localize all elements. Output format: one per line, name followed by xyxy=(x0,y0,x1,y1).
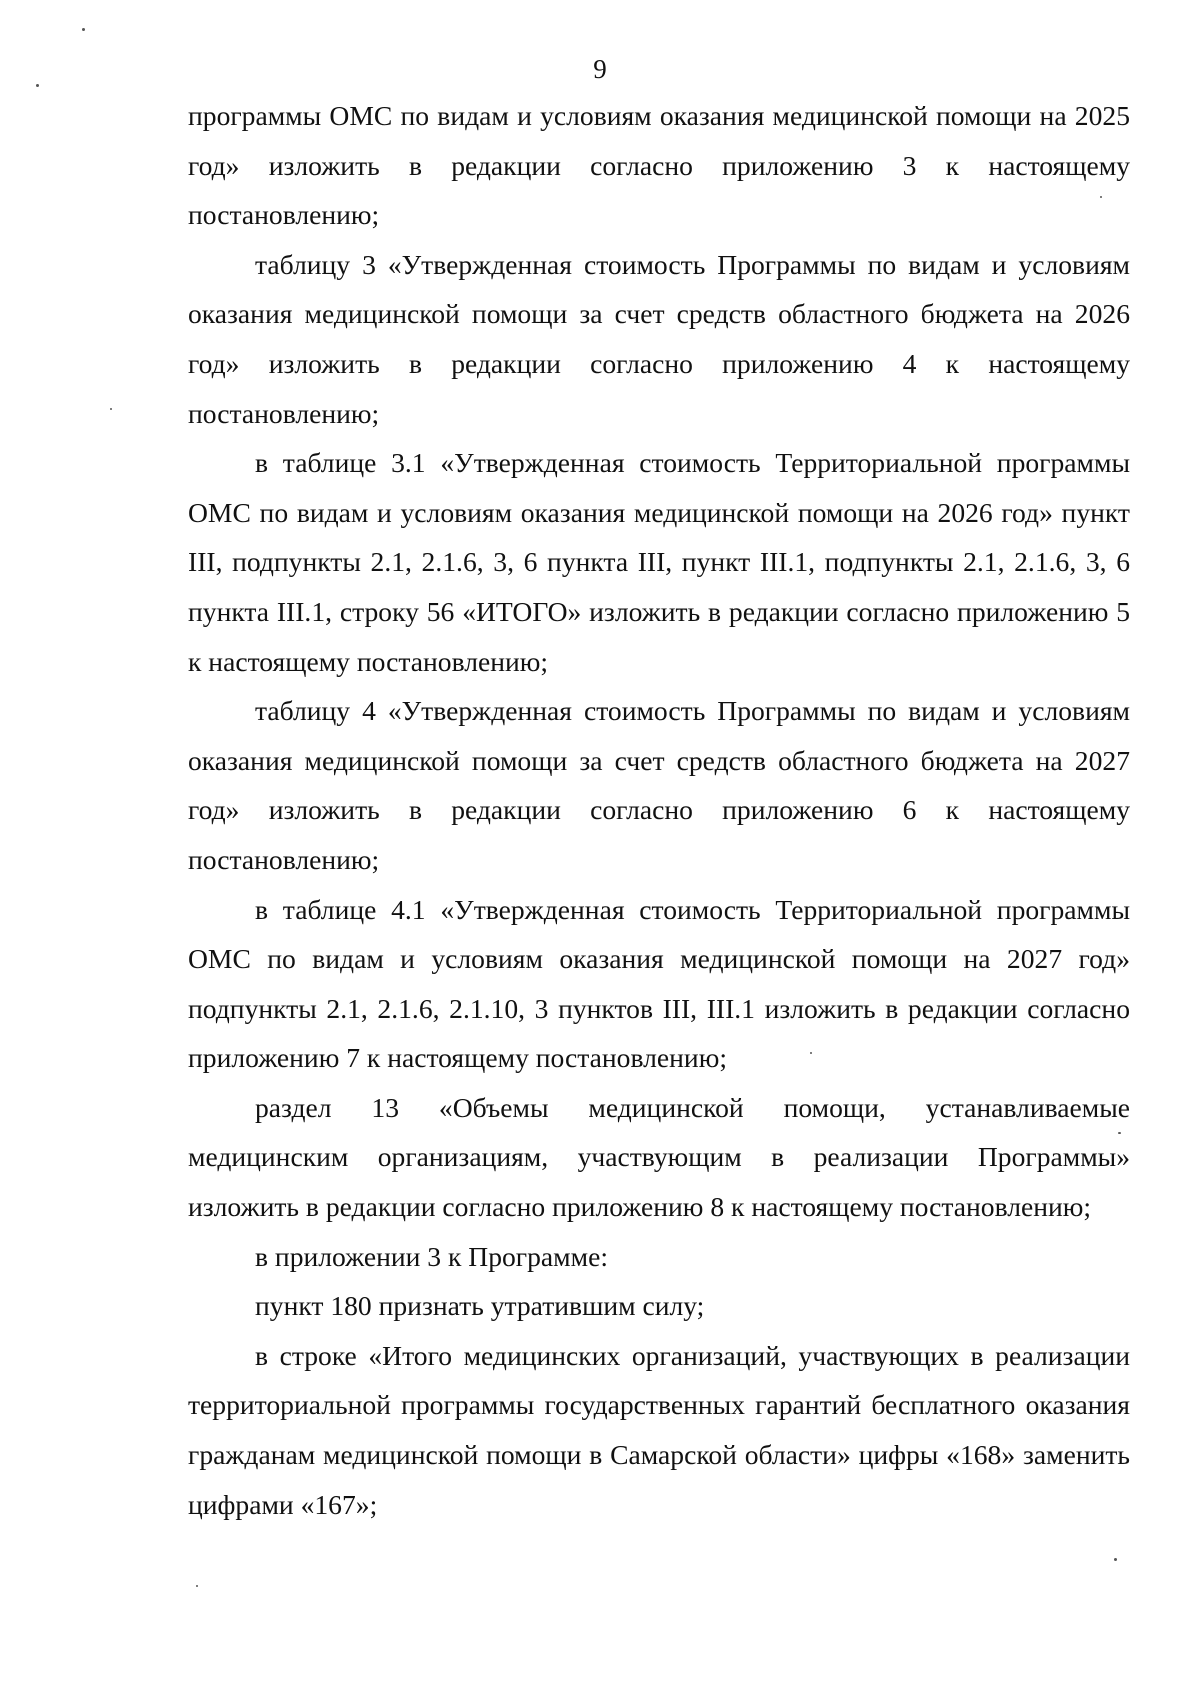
scan-speck xyxy=(1100,196,1102,198)
paragraph: в таблице 4.1 «Утвержденная стоимость Территориальной программы ОМС по видам и условиям оказания медицинской помощи на 2027 год» подпункты 2.1, 2.1.6, 2.1.10, 3 пунктов III, III.1 изложить в редакции согласно приложению 7 к настоящему постановлению; xyxy=(188,893,1130,1074)
scan-speck xyxy=(1118,1132,1121,1134)
scan-speck xyxy=(110,408,112,410)
paragraph: раздел 13 «Объемы медицинской помощи, устанавливаемые медицинским организациям, участвующим в реализации Программы» изложить в редакции согласно приложению 8 к настоящему постановлению; xyxy=(188,1091,1130,1223)
paragraph: в таблице 3.1 «Утвержденная стоимость Территориальной программы ОМС по видам и условиям оказания медицинской помощи на 2026 год» пункт III, подпункты 2.1, 2.1.6, 3, 6 пункта III, пункт III.1, подпункты 2.1, 2.1.6, 3, 6 пункта III.1, строку 56 «ИТОГО» изложить в редакции согласно приложению 5 к настоящему постановлению; xyxy=(188,447,1130,677)
paragraph: в строке «Итого медицинских организаций, участвующих в реализации территориальной программы государственных гарантий бесплатного оказания гражданам медицинской помощи в Самарской области» цифры «168» заменить цифрами «167»; xyxy=(188,1339,1130,1520)
page-number: 9 xyxy=(593,54,607,84)
paragraph: пункт 180 признать утратившим силу; xyxy=(255,1290,705,1322)
scan-speck xyxy=(36,84,39,87)
document-body xyxy=(188,91,1130,1529)
scan-speck xyxy=(196,1585,198,1587)
paragraph: программы ОМС по видам и условиям оказания медицинской помощи на 2025 год» изложить в редакции согласно приложению 3 к настоящему постановлению; xyxy=(188,100,1130,231)
paragraph: таблицу 4 «Утвержденная стоимость Программы по видам и условиям оказания медицинской помощи за счет средств областного бюджета на 2027 год» изложить в редакции согласно приложению 6 к настоящему постановлению; xyxy=(188,695,1130,875)
paragraph: в приложении 3 к Программе: xyxy=(255,1240,609,1272)
scan-speck xyxy=(82,28,85,31)
scan-speck xyxy=(810,1052,812,1054)
scan-speck xyxy=(1114,1558,1117,1561)
paragraph: таблицу 3 «Утвержденная стоимость Программы по видам и условиям оказания медицинской помощи за счет средств областного бюджета на 2026 год» изложить в редакции согласно приложению 4 к настоящему постановлению; xyxy=(188,248,1130,429)
